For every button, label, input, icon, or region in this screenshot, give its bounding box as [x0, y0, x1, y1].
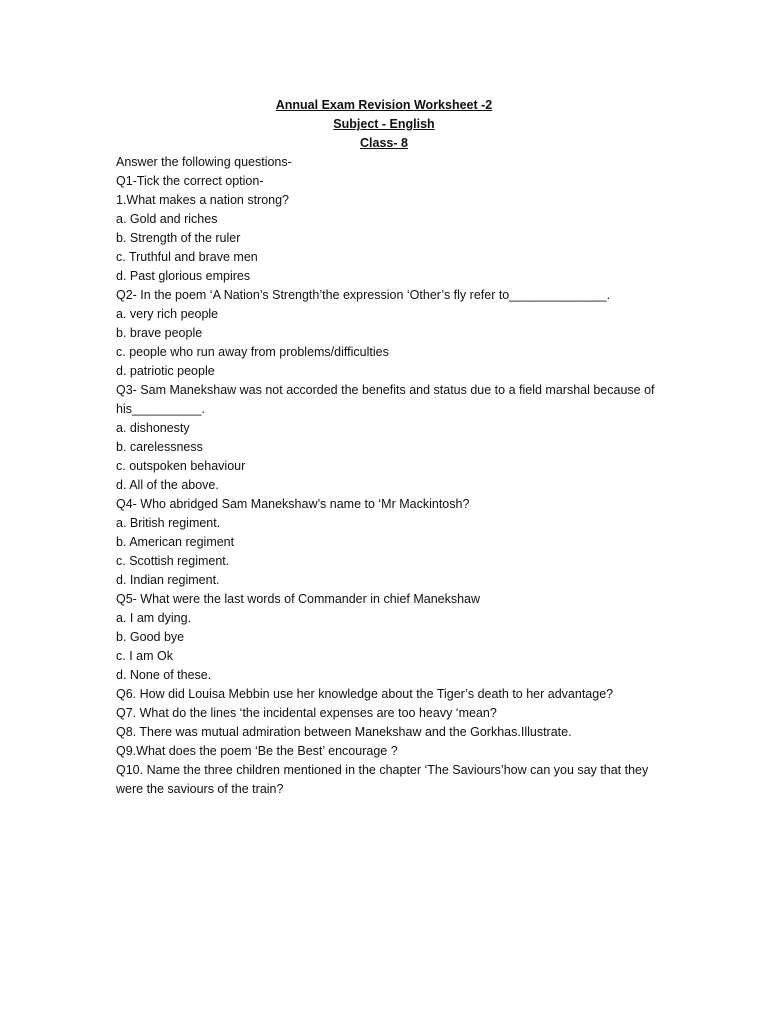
- instruction-line: Answer the following questions-: [116, 155, 292, 169]
- option-line: a. I am dying.: [116, 611, 192, 625]
- option-line: d. patriotic people: [116, 364, 215, 378]
- question-7: Q7. What do the lines ‘the incidental expenses are too heavy ‘mean?: [116, 706, 497, 720]
- question-10: Q10. Name the three children mentioned in the chapter ‘The Saviours’how can you say that they were the saviours of the train?: [116, 763, 649, 796]
- option-line: a. British regiment.: [116, 516, 221, 530]
- option-line: c. I am Ok: [116, 649, 173, 663]
- option-line: b. American regiment: [116, 535, 235, 549]
- question-5: Q5- What were the last words of Commander in chief Manekshaw: [116, 592, 481, 606]
- class-heading: Class- 8: [360, 136, 408, 150]
- option-line: c. Truthful and brave men: [116, 250, 258, 264]
- option-line: a. Gold and riches: [116, 212, 218, 226]
- question-9: Q9.What does the poem ‘Be the Best’ encourage ?: [116, 744, 398, 758]
- question-2: Q2- In the poem ‘A Nation’s Strength’the expression ‘Other’s fly refer to______________.: [116, 288, 611, 302]
- worksheet-body: [116, 153, 676, 799]
- option-line: d. Past glorious empires: [116, 269, 251, 283]
- question-3: Q3- Sam Manekshaw was not accorded the benefits and status due to a field marshal because of his__________.: [116, 383, 655, 416]
- option-line: d. All of the above.: [116, 478, 219, 492]
- option-line: b. Strength of the ruler: [116, 231, 241, 245]
- option-line: c. people who run away from problems/difficulties: [116, 345, 389, 359]
- option-line: d. None of these.: [116, 668, 212, 682]
- worksheet-title: Annual Exam Revision Worksheet -2: [275, 98, 493, 112]
- option-line: b. Good bye: [116, 630, 185, 644]
- option-line: a. dishonesty: [116, 421, 190, 435]
- question-4: Q4- Who abridged Sam Manekshaw’s name to ‘Mr Mackintosh?: [116, 497, 470, 511]
- question-1-item: 1.What makes a nation strong?: [116, 193, 290, 207]
- question-8: Q8. There was mutual admiration between Manekshaw and the Gorkhas.Illustrate.: [116, 725, 572, 739]
- option-line: d. Indian regiment.: [116, 573, 220, 587]
- subject-heading: Subject - English: [333, 117, 435, 131]
- option-line: c. outspoken behaviour: [116, 459, 246, 473]
- option-line: b. brave people: [116, 326, 203, 340]
- option-line: c. Scottish regiment.: [116, 554, 230, 568]
- question-1-heading: Q1-Tick the correct option-: [116, 174, 264, 188]
- option-line: b. carelessness: [116, 440, 203, 454]
- question-6: Q6. How did Louisa Mebbin use her knowledge about the Tiger’s death to her advantage?: [116, 687, 614, 701]
- option-line: a. very rich people: [116, 307, 219, 321]
